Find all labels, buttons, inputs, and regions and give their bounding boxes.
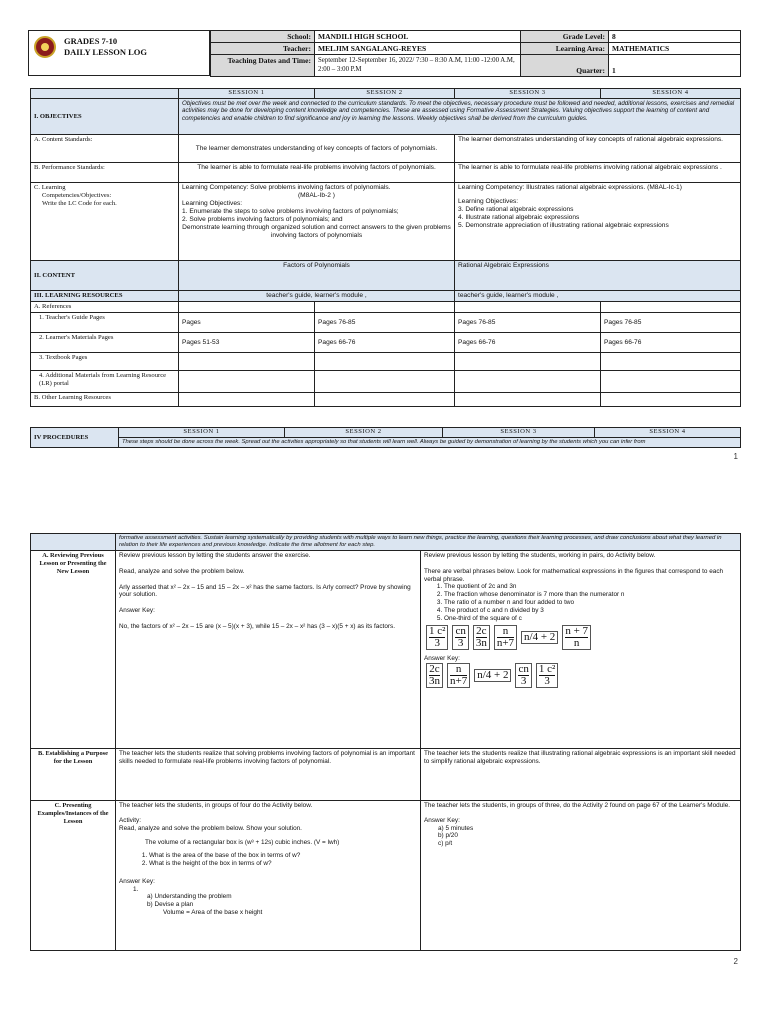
- examples-label: C. Presenting Examples/Instances of the Lesson: [31, 801, 116, 951]
- dates-label: Teaching Dates and Time:: [211, 55, 315, 77]
- competency-right-title: Learning Competency: Illustrates rational algebraic expressions. (M8AL-Ic-1): [458, 184, 682, 191]
- session-2-header: SESSION 2: [315, 89, 455, 99]
- examples-right-c: c) p/t: [438, 840, 453, 848]
- verbal-phrase-4: 4. The product of c and n divided by 3: [444, 607, 737, 615]
- proc-session-2: SESSION 2: [285, 428, 443, 438]
- quarter-label: Quarter:: [521, 55, 609, 77]
- answer-3-figure: n/4 + 2: [474, 669, 511, 682]
- examples-left: [116, 801, 421, 951]
- objectives-right-title: Learning Objectives:: [458, 198, 519, 205]
- page-1: [0, 0, 768, 470]
- tg-session-2: Pages 76-85: [315, 313, 455, 333]
- review-left-1: Review previous lesson by letting the students answer the exercise.: [119, 552, 311, 559]
- additional-materials-label: 4. Additional Materials from Learning Resource (LR) portal: [31, 371, 179, 393]
- proc-session-1: SESSION 1: [119, 428, 285, 438]
- examples-questions: [119, 852, 417, 868]
- answer-1-figure: $\frac{2c}{3n}$: [426, 663, 443, 688]
- competencies-right: [455, 183, 741, 261]
- examples-left-a: a) Understanding the problem: [147, 893, 232, 901]
- verbal-phrase-2: 2. The fraction whose denominator is 7 more than the numerator n: [444, 591, 737, 599]
- tg-session-4: Pages 76-85: [601, 313, 741, 333]
- verbal-phrase-1: 1. The quotient of 2c and 3n: [444, 583, 737, 591]
- examples-left-1: The teacher lets the students, in groups of four do the Activity below.: [119, 802, 313, 809]
- competencies-label-3: Write the LC Code for each.: [42, 200, 117, 207]
- verbal-phrase-3: 3. The ratio of a number n and four added to two: [444, 599, 737, 607]
- competencies-left: [179, 183, 455, 261]
- quarter: 1: [609, 55, 741, 77]
- review-label: A. Reviewing Previous Lesson or Presenting the New Lesson: [31, 551, 116, 749]
- review-left-4: Answer Key:: [119, 607, 155, 615]
- examples-left-3: Read, analyze and solve the problem below. Show your solution.: [119, 824, 302, 832]
- session-3-header: SESSION 3: [455, 89, 601, 99]
- examples-left-6: 1.: [133, 885, 139, 893]
- objective-left-1: 1. Enumerate the steps to solve problems involving factors of polynomials;: [182, 208, 399, 215]
- tg-session-1: Pages: [179, 313, 315, 333]
- purpose-left: The teacher lets the students realize that solving problems involving factors of polynomial is an important skills needed to formulate real-life problems involving factors of polynomial.: [116, 749, 421, 801]
- procedures-table: [30, 533, 741, 951]
- objective-right-3: 5. Demonstrate appreciation of illustrating rational algebraic expressions: [458, 222, 669, 229]
- grade-level-label: Grade Level:: [521, 31, 609, 43]
- references-label: A. References: [31, 302, 179, 313]
- objective-left-2: 2. Solve problems involving factors of polynomials; and: [182, 216, 343, 223]
- teacher-name: MELJIM SANGALANG-REYES: [315, 43, 521, 55]
- review-left-5: No, the factors of x² – 2x – 15 are (x – 5)(x + 3), while 15 – 2x – x² has (3 – x)(5 + x) as its factors.: [119, 622, 395, 630]
- examples-left-5: Answer Key:: [119, 877, 155, 885]
- lm-session-4: Pages 66-76: [601, 333, 741, 353]
- other-resources-label: B. Other Learning Resources: [31, 393, 179, 407]
- objective-right-2: 4. Illustrate rational algebraic expressions: [458, 214, 580, 221]
- resources-right: teacher's guide, learner's module ,: [455, 291, 741, 302]
- lm-session-1: Pages 51-53: [179, 333, 315, 353]
- tg-session-3: Pages 76-85: [455, 313, 601, 333]
- objectives-note: Objectives must be met over the week and connected to the curriculum standards. To meet the objectives, necessary procedure must be followed and needed, additional lessons, exercises and remedial activities may be done for developing content knowledge and competencies. These are assessed using Formative Assessment Strategies. Valuing objectives support the learning of content and competencies and enable children to find significance and joy in learning the lessons. Weekly objectives shall be derived from the curriculum guides.: [179, 99, 741, 135]
- textbook-label: 3. Textbook Pages: [31, 353, 179, 371]
- lm-label: 2. Learner's Materials Pages: [31, 333, 179, 353]
- competency-left-title: Learning Competency: Solve problems involving factors of polynomials.: [182, 184, 391, 191]
- procedures-note-cont: formative assessment activities. Sustain learning systematically by providing students with multiple ways to learn new things, practice the learning, questions their learning processes, and draw conclusions about what they learned in relation to their life experiences and previous knowledge. Indicate the time allotment for each step.: [116, 534, 741, 551]
- purpose-label: B. Establishing a Purpose for the Lesson: [31, 749, 116, 801]
- content-standards-label: A. Content Standards:: [31, 135, 179, 163]
- procedures-note: These steps should be done across the week. Spread out the activities appropriately so that students will learn well. Always be guided by demonstration of learning by the students which you can infer from: [119, 438, 741, 448]
- figure-n-over-4-plus-2: n/4 + 2: [521, 631, 558, 644]
- answer-5-figure: $\frac{\text{1 c²}}{3}$: [536, 663, 558, 688]
- title-box: [28, 30, 210, 76]
- teaching-dates: September 12-September 16, 2022/ 7:30 – 8:30 A.M, 11:00 -12:00 A.M, 2:00 – 3:00 P.M: [315, 55, 521, 77]
- competencies-label-1: C. Learning: [34, 184, 66, 191]
- competency-left-code: (M8AL-Ib-2 ): [297, 192, 335, 199]
- procedures-header-table: [30, 427, 741, 448]
- content-standards-left: The learner demonstrates understanding of key concepts of factors of polynomials.: [179, 135, 455, 163]
- school-name: MANDILI HIGH SCHOOL: [315, 31, 521, 43]
- lm-session-3: Pages 66-76: [455, 333, 601, 353]
- objectives-label: I. OBJECTIVES: [31, 99, 179, 135]
- lm-session-2: Pages 66-76: [315, 333, 455, 353]
- examples-left-c: Volume = Area of the base x height: [163, 908, 263, 916]
- review-right-1: Review previous lesson by letting the students, working in pairs, do Activity below.: [424, 552, 656, 559]
- expression-figures: [424, 625, 737, 650]
- page-2: [0, 520, 768, 1024]
- figure-2c-over-3n: $\frac{2c}{3n}$: [473, 625, 490, 650]
- school-label: School:: [211, 31, 315, 43]
- learning-area: MATHEMATICS: [609, 43, 741, 55]
- examples-right-1: The teacher lets the students, in groups of three, do the Activity 2 found on page 67 of the Learner's Module.: [424, 802, 731, 809]
- page-number-1: 1: [733, 452, 738, 461]
- resources-left: teacher's guide, learner's module ,: [179, 291, 455, 302]
- dll-title: DAILY LESSON LOG: [64, 47, 147, 57]
- question-1: 1. What is the area of the base of the box in terms of w?: [149, 852, 417, 860]
- examples-right-a: a) 5 minutes: [438, 824, 474, 832]
- review-left: [116, 551, 421, 749]
- figure-cn-over-3: $\frac{cn}{3}$: [452, 625, 468, 650]
- review-left-2: Read, analyze and solve the problem below.: [119, 567, 245, 575]
- review-right: [421, 551, 741, 749]
- content-right: Rational Algebraic Expressions: [455, 261, 741, 291]
- objectives-left-title: Learning Objectives:: [182, 200, 243, 207]
- review-right-2: There are verbal phrases below. Look for mathematical expressions in the figures that correspond to each verbal phrase.: [424, 567, 724, 583]
- session-header-blank: [31, 89, 179, 99]
- content-left: Factors of Polynomials: [179, 261, 455, 291]
- verbal-phrases-list: [430, 583, 737, 622]
- figure-one-third-c2: $\frac{\text{1 c²}}{3}$: [426, 625, 448, 650]
- answer-4-figure: $\frac{cn}{3}$: [515, 663, 531, 688]
- content-standards-right: The learner demonstrates understanding of key concepts of rational algebraic expressions.: [455, 135, 741, 163]
- grades-label: GRADES 7-10: [64, 36, 118, 46]
- purpose-right: The teacher lets the students realize that illustrating rational algebraic expressions is an important skill needed to simplify rational algebraic expressions.: [421, 749, 741, 801]
- objective-right-1: 3. Define rational algebraic expressions: [458, 206, 574, 213]
- performance-standards-left: The learner is able to formulate real-life problems involving factors of polynomials.: [179, 163, 455, 183]
- examples-left-4: The volume of a rectangular box is (w³ + 12s) cubic inches. (V = lwh): [145, 839, 340, 847]
- grade-level: 8: [609, 31, 741, 43]
- examples-right-b: b) p/20: [438, 832, 458, 840]
- verbal-phrase-5: 5. One-third of the square of c: [444, 615, 737, 623]
- performance-standards-label: B. Performance Standards:: [31, 163, 179, 183]
- teacher-label: Teacher:: [211, 43, 315, 55]
- content-label: II. CONTENT: [31, 261, 179, 291]
- page-number-2: 2: [733, 957, 738, 966]
- objectives-table: [30, 88, 741, 407]
- proc-session-4: SESSION 4: [595, 428, 741, 438]
- examples-left-2: Activity:: [119, 816, 142, 824]
- session-1-header: SESSION 1: [179, 89, 315, 99]
- answer-key-figures: [424, 663, 737, 688]
- review-right-key: Answer Key:: [424, 655, 460, 663]
- proc-session-3: SESSION 3: [443, 428, 595, 438]
- question-2: 2. What is the height of the box in terms of w?: [149, 860, 417, 868]
- header-table: [210, 30, 741, 77]
- competencies-label: [31, 183, 179, 261]
- review-left-3: Arly asserted that x² – 2x – 15 and 15 – 2x – x² has the same factors. Is Arly correct? Prove by showing your solution.: [119, 583, 411, 599]
- figure-n-over-n7: $\frac{n}{n+7}$: [494, 625, 517, 650]
- examples-left-b: b) Devise a plan: [147, 901, 194, 909]
- session-4-header: SESSION 4: [601, 89, 741, 99]
- tg-label: 1. Teacher's Guide Pages: [31, 313, 179, 333]
- figure-n7-over-n: $\frac{n + 7}{n}$: [562, 625, 591, 650]
- objective-left-3: Demonstrate learning through organized solution and correct answers to the given problems involving factors of polynomials: [182, 224, 451, 239]
- performance-standards-right: The learner is able to formulate real-life problems involving rational algebraic expressions .: [455, 163, 741, 183]
- competencies-label-2: Competencies/Objectives:: [42, 192, 112, 199]
- examples-right: [421, 801, 741, 951]
- procedures-label: IV PROCEDURES: [31, 428, 119, 448]
- examples-right-2: Answer Key:: [424, 816, 460, 824]
- resources-label: III. LEARNING RESOURCES: [31, 291, 179, 302]
- learning-area-label: Learning Area:: [521, 43, 609, 55]
- answer-2-figure: $\frac{n}{n+7}$: [447, 663, 470, 688]
